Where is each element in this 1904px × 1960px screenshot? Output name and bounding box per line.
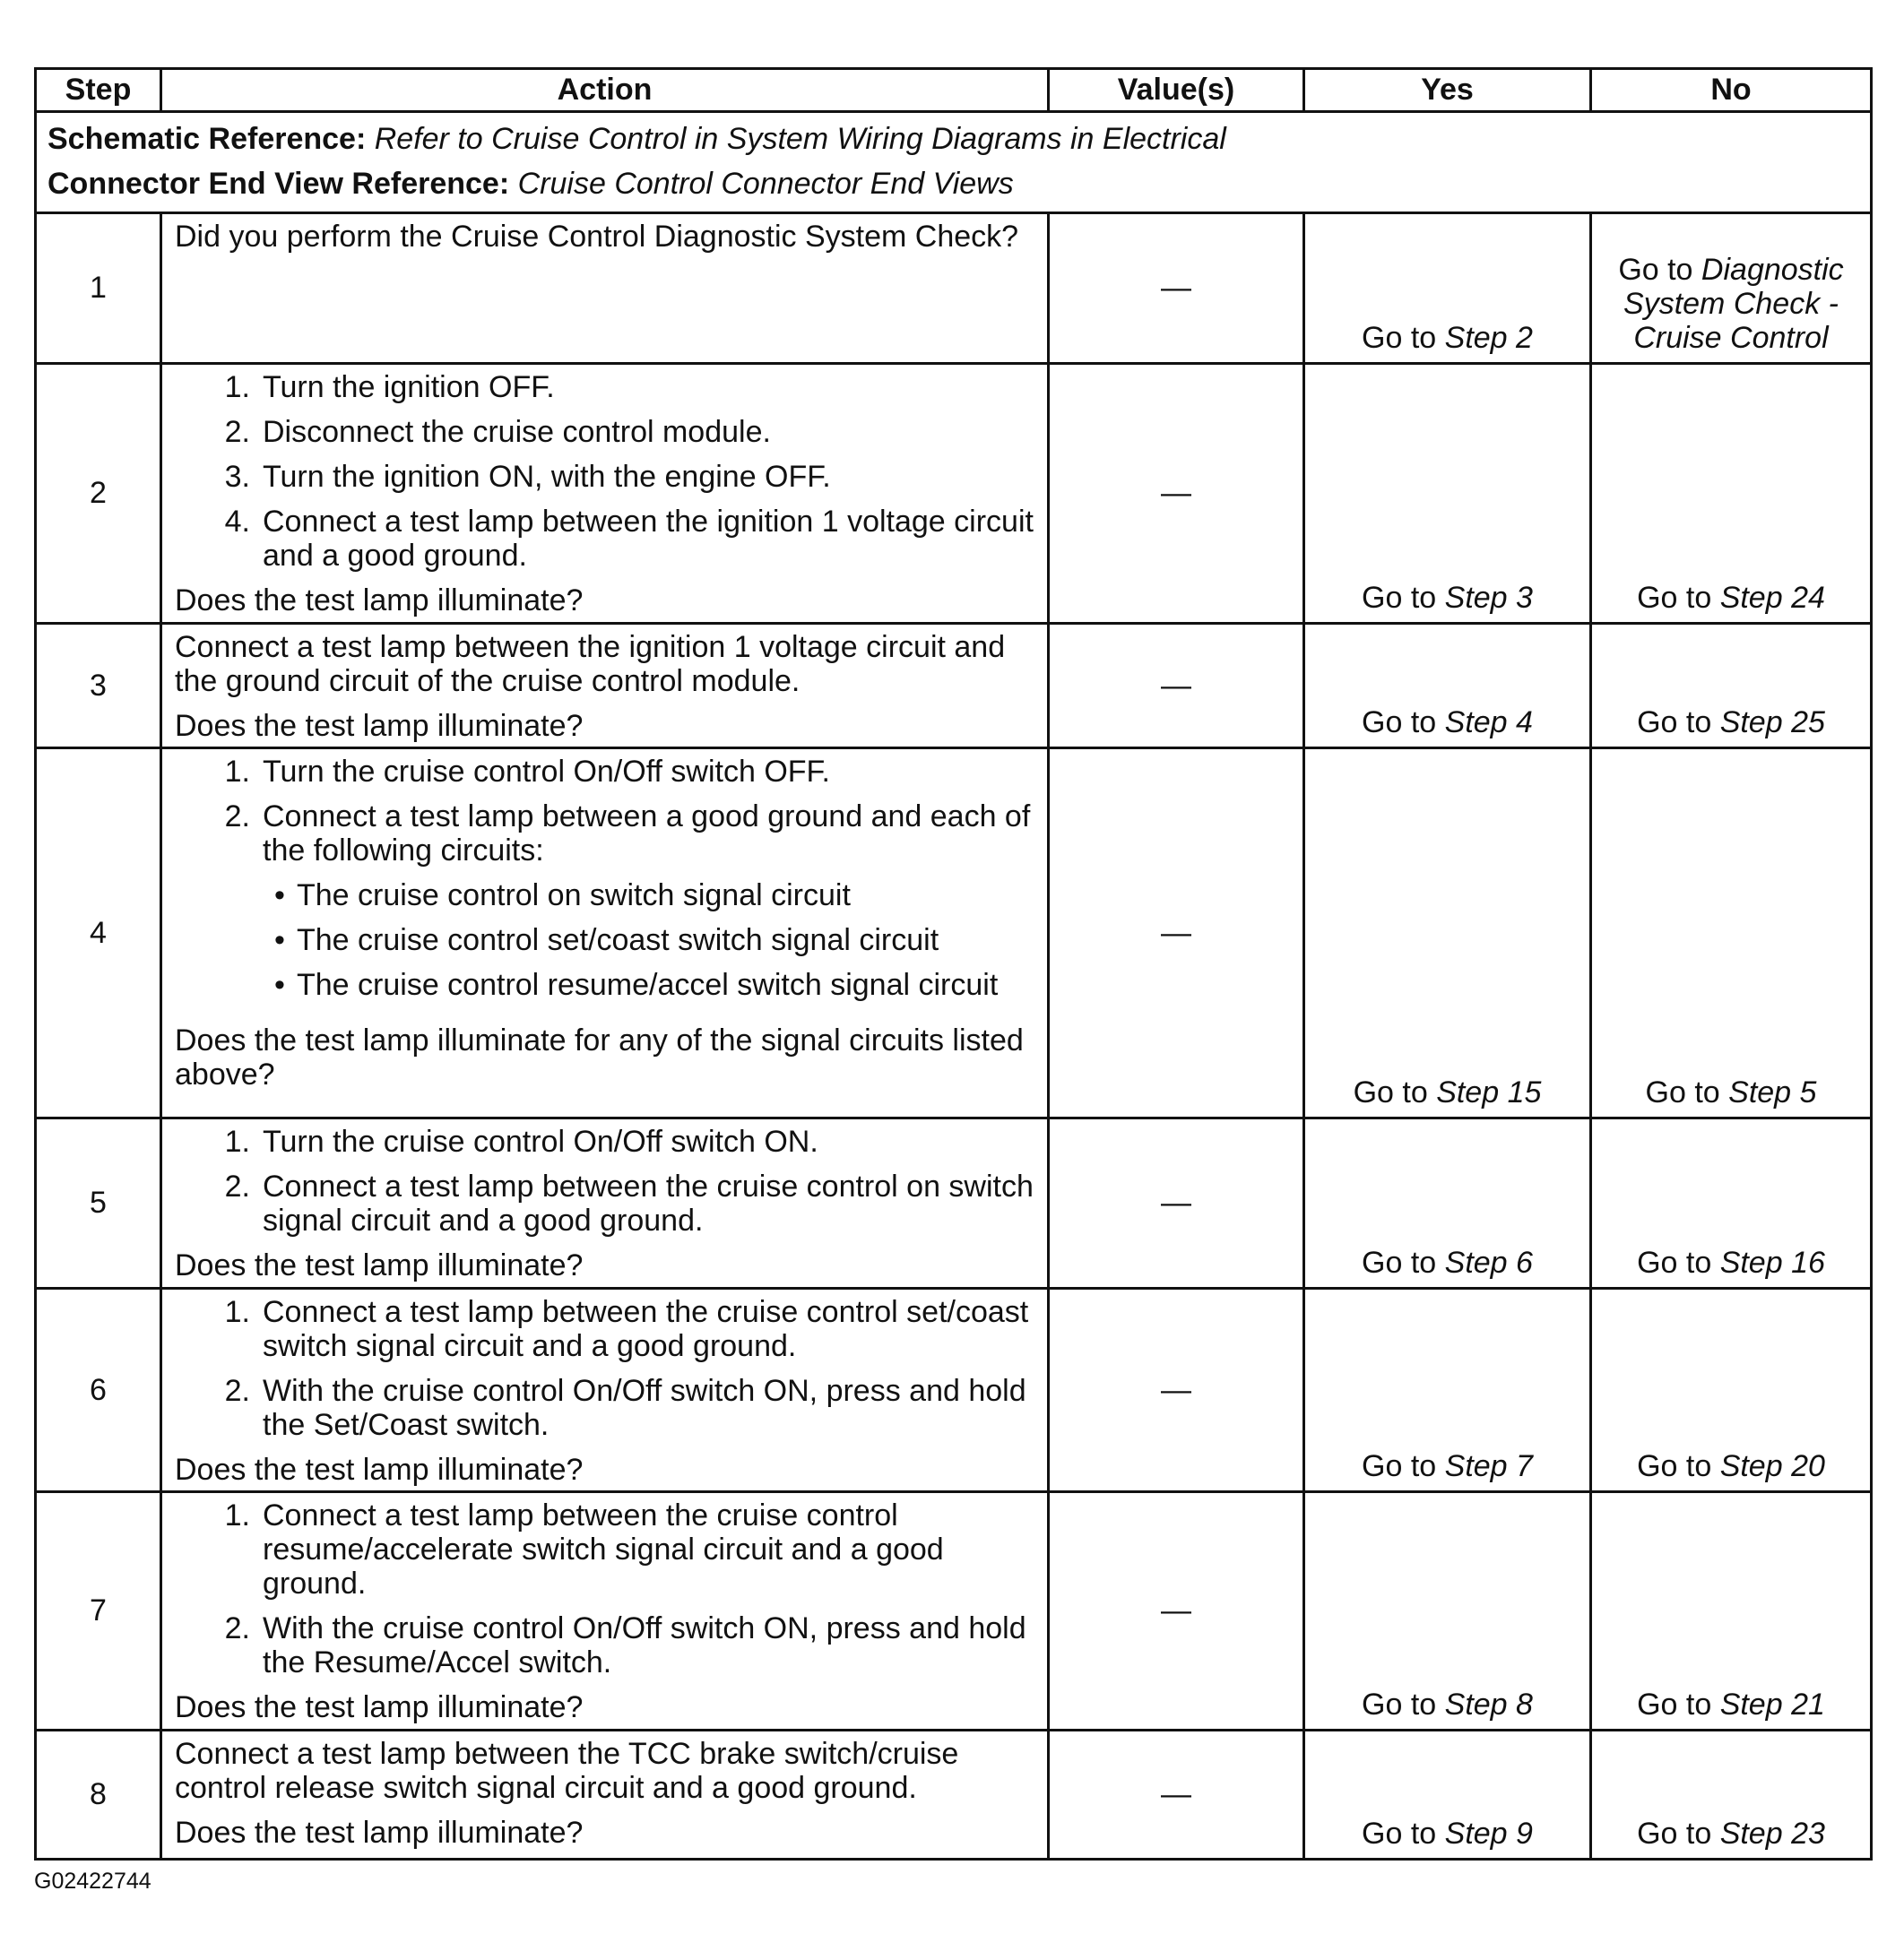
circuit-bullet-text: The cruise control on switch signal circuit [297,878,851,912]
no-cell [1591,213,1872,364]
value-cell: — [1049,1731,1304,1860]
table-row [36,1492,1872,1731]
yes-prefix: Go to [1362,705,1445,739]
action-step-text-content: Connect a test lamp between the cruise control on switch signal circuit and a good ground. [263,1170,1034,1238]
value-cell: — [1049,364,1304,624]
action-step-number: 2. [224,799,250,833]
table-row [36,1289,1872,1492]
action-step-number: 2. [224,1170,250,1204]
circuit-bullet-text: The cruise control resume/accel switch signal circuit [297,968,999,1002]
header-action: Action [161,69,1049,112]
action-step-item [175,1125,1034,1159]
action-step-item [175,460,1034,494]
action-cell [161,748,1049,1118]
table-row [36,1118,1872,1289]
action-step-number: 1. [224,755,250,789]
yes-cell [1304,624,1591,748]
step-number: 2 [36,364,161,624]
no-prefix: Go to [1637,1246,1720,1280]
action-step-text [263,1611,1034,1679]
no-prefix: Go to [1637,581,1720,615]
action-step-text [263,460,1034,494]
action-step-number: 2. [224,1611,250,1645]
action-step-text-content: With the cruise control On/Off switch ON, press and hold the Resume/Accel switch. [263,1611,1026,1679]
yes-prefix: Go to [1362,321,1445,355]
action-question: Does the test lamp illuminate? [175,709,584,743]
yes-step-link: Step 15 [1436,1075,1542,1110]
no-step-link: Step 23 [1719,1817,1825,1851]
connector-reference-label: Connector End View Reference: [48,167,510,201]
no-prefix: Go to [1618,253,1701,287]
table-row [36,624,1872,748]
yes-cell [1304,748,1591,1118]
action-step-text-content: Turn the ignition ON, with the engine OFF. [263,460,831,494]
action-step-text [263,799,1034,1013]
no-cell [1591,748,1872,1118]
no-prefix: Go to [1637,1817,1720,1851]
action-step-text-content: Turn the cruise control On/Off switch ON. [263,1125,818,1159]
value-cell: — [1049,748,1304,1118]
connector-reference [48,161,1859,206]
header-yes: Yes [1304,69,1591,112]
no-cell [1591,1289,1872,1492]
bullet-icon: • [274,923,285,957]
action-steps-list [175,1498,1034,1679]
action-question: Does the test lamp illuminate? [175,1690,584,1724]
no-cell [1591,364,1872,624]
schematic-reference-text: Refer to Cruise Control in System Wiring Diagrams in Electrical [374,122,1226,156]
action-step-item [175,1295,1034,1363]
action-question: Does the test lamp illuminate? [175,1248,584,1282]
yes-step-link: Step 2 [1444,321,1533,355]
action-question: Does the test lamp illuminate for any of the signal circuits listed above? [175,1023,1024,1092]
step-number: 6 [36,1289,161,1492]
value-cell: — [1049,213,1304,364]
action-step-item [175,799,1034,1013]
action-step-text-content: With the cruise control On/Off switch ON, press and hold the Set/Coast switch. [263,1374,1026,1442]
value-cell: — [1049,624,1304,748]
no-step-link: Step 25 [1719,705,1825,739]
no-step-link: Step 24 [1719,581,1825,615]
yes-prefix: Go to [1362,581,1445,615]
no-step-link: Step 5 [1728,1075,1817,1110]
action-cell [161,364,1049,624]
reference-row [36,112,1872,213]
yes-step-link: Step 6 [1444,1246,1533,1280]
table-row [36,364,1872,624]
action-step-item [175,1498,1034,1601]
action-steps-list [175,370,1034,573]
table-row [36,1731,1872,1860]
header-no: No [1591,69,1872,112]
schematic-reference-label: Schematic Reference: [48,122,367,156]
action-step-item [175,1170,1034,1238]
yes-prefix: Go to [1362,1688,1445,1722]
action-cell [161,1492,1049,1731]
value-cell: — [1049,1492,1304,1731]
circuit-bullet-item [263,923,1034,957]
diagnostic-table [34,67,1873,1861]
no-prefix: Go to [1645,1075,1729,1110]
action-step-text [263,1170,1034,1238]
action-step-text-content: Turn the ignition OFF. [263,370,555,404]
yes-prefix: Go to [1362,1817,1445,1851]
action-step-item [175,415,1034,449]
yes-step-link: Step 3 [1444,581,1533,615]
yes-step-link: Step 8 [1444,1688,1533,1722]
step-number: 7 [36,1492,161,1731]
action-step-number: 1. [224,1498,250,1533]
reference-cell [36,112,1872,213]
value-cell: — [1049,1289,1304,1492]
action-steps-list [175,1125,1034,1238]
step-number: 4 [36,748,161,1118]
no-step-link: Step 21 [1719,1688,1825,1722]
yes-cell [1304,364,1591,624]
action-step-item [175,1374,1034,1442]
action-cell [161,213,1049,364]
action-step-number: 1. [224,1125,250,1159]
yes-cell [1304,213,1591,364]
circuit-bullet-item [263,968,1034,1002]
action-text: Connect a test lamp between the ignition 1 voltage circuit and the ground circuit of the cruise control module. [175,630,1006,698]
step-number: 8 [36,1731,161,1860]
action-question: Does the test lamp illuminate? [175,1453,584,1487]
action-step-text-content: Connect a test lamp between the ignition 1 voltage circuit and a good ground. [263,505,1034,573]
yes-cell [1304,1731,1591,1860]
step-number: 1 [36,213,161,364]
diagnostic-table-container [34,67,1870,1861]
circuit-bullet-text: The cruise control set/coast switch signal circuit [297,923,939,957]
bullet-icon: • [274,878,285,912]
action-question: Does the test lamp illuminate? [175,583,584,617]
yes-cell [1304,1118,1591,1289]
yes-cell [1304,1492,1591,1731]
yes-cell [1304,1289,1591,1492]
action-text: Did you perform the Cruise Control Diagnostic System Check? [175,220,1019,254]
action-step-number: 3. [224,460,250,494]
action-step-text [263,505,1034,573]
yes-step-link: Step 7 [1444,1449,1533,1483]
no-prefix: Go to [1637,1449,1720,1483]
bullet-icon: • [274,968,285,1002]
connector-reference-text: Cruise Control Connector End Views [517,167,1014,201]
action-step-item [175,1611,1034,1679]
header-values: Value(s) [1049,69,1304,112]
no-prefix: Go to [1637,705,1720,739]
action-cell [161,1731,1049,1860]
no-step-link: Diagnostic System Check - Cruise Control [1623,253,1844,355]
no-cell [1591,1118,1872,1289]
circuit-bullet-item [263,878,1034,912]
action-step-text-content: Disconnect the cruise control module. [263,415,771,449]
no-cell [1591,1492,1872,1731]
action-step-text-content: Connect a test lamp between the cruise control set/coast switch signal circuit and a good ground. [263,1295,1029,1363]
action-step-number: 1. [224,1295,250,1329]
value-cell: — [1049,1118,1304,1289]
header-step: Step [36,69,161,112]
action-step-number: 2. [224,1374,250,1408]
action-text: Connect a test lamp between the TCC brake switch/cruise control release switch signal circuit and a good ground. [175,1737,959,1805]
action-step-text-content: Connect a test lamp between a good ground and each of the following circuits: [263,799,1031,868]
action-step-text [263,415,1034,449]
table-row [36,213,1872,364]
action-cell [161,624,1049,748]
no-cell [1591,1731,1872,1860]
circuit-bullet-list [263,878,1034,1002]
action-cell [161,1118,1049,1289]
action-step-number: 4. [224,505,250,539]
step-number: 5 [36,1118,161,1289]
yes-step-link: Step 9 [1444,1817,1533,1851]
action-steps-list [175,1295,1034,1442]
table-header-row [36,69,1872,112]
yes-prefix: Go to [1362,1246,1445,1280]
action-step-text [263,370,1034,404]
action-step-text [263,755,1034,789]
action-step-text-content: Turn the cruise control On/Off switch OFF. [263,755,830,789]
action-question: Does the test lamp illuminate? [175,1816,584,1850]
no-step-link: Step 20 [1719,1449,1825,1483]
schematic-reference [48,117,1859,161]
action-step-text [263,1295,1034,1363]
action-step-item [175,505,1034,573]
action-step-number: 1. [224,370,250,404]
action-step-text [263,1125,1034,1159]
action-step-text [263,1374,1034,1442]
yes-prefix: Go to [1362,1449,1445,1483]
no-cell [1591,624,1872,748]
figure-id: G02422744 [34,1869,151,1894]
step-number: 3 [36,624,161,748]
action-step-text [263,1498,1034,1601]
no-prefix: Go to [1637,1688,1720,1722]
action-cell [161,1289,1049,1492]
action-step-text-content: Connect a test lamp between the cruise control resume/accelerate switch signal circuit and a good ground. [263,1498,944,1601]
yes-step-link: Step 4 [1444,705,1533,739]
action-steps-list [175,755,1034,1013]
no-step-link: Step 16 [1719,1246,1825,1280]
yes-prefix: Go to [1353,1075,1437,1110]
action-step-item [175,755,1034,789]
action-step-item [175,370,1034,404]
table-row [36,748,1872,1118]
action-step-number: 2. [224,415,250,449]
